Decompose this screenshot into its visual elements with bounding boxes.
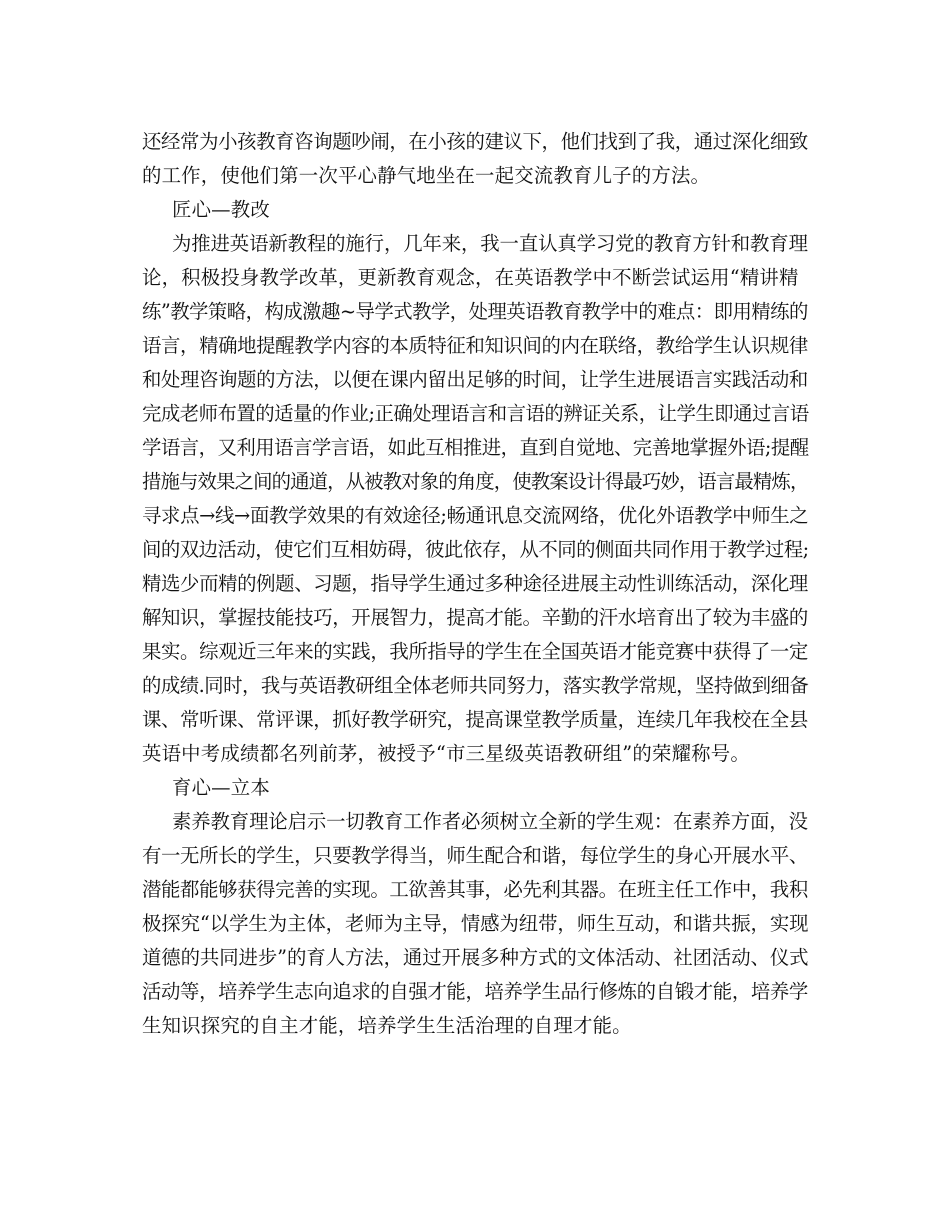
text-line: 精选少而精的例题、习题，指导学生通过多种途径进展主动性训练活动，深化理: [142, 572, 808, 595]
paragraph-start: 素养教育理论启示一切教育工作者必须树立全新的学生观：在素养方面，没: [172, 810, 808, 833]
text-line: 还经常为小孩教育咨询题吵闹，在小孩的建议下，他们找到了我，通过深化细致: [142, 130, 808, 153]
text-line: 完成老师布置的适量的作业;正确处理语言和言语的辨证关系，让学生即通过言语: [142, 402, 809, 425]
section-heading-yuxin: 育心—立本: [172, 776, 270, 799]
text-line: 寻求点→线→面教学效果的有效途径;畅通讯息交流网络，优化外语教学中师生之: [142, 504, 809, 527]
document-body: [142, 125, 810, 1043]
text-line: 学语言，又利用语言学言语，如此互相推进，直到自觉地、完善地掌握外语;提醒: [142, 436, 809, 459]
text-line: 措施与效果之间的通道，从被教对象的角度，使教案设计得最巧妙，语言最精炼，: [142, 470, 809, 493]
text-line: 的成绩.同时，我与英语教研组全体老师共同努力，落实教学常规，坚持做到细备: [142, 674, 809, 697]
text-line: 有一无所长的学生，只要教学得当，师生配合和谐，每位学生的身心开展水平、: [142, 844, 808, 867]
text-line: 解知识，掌握技能技巧，开展智力，提高才能。辛勤的汗水培育出了较为丰盛的: [142, 606, 808, 629]
text-line: 课、常听课、常评课，抓好教学研究，提高课堂教学质量，连续几年我校在全县: [142, 708, 808, 731]
paragraph-start: 为推进英语新教程的施行，几年来，我一直认真学习党的教育方针和教育理: [172, 232, 808, 255]
text-line: 极探究“以学生为主体，老师为主导，情感为纽带，师生互动，和谐共振，实现: [142, 912, 809, 935]
section-heading-jiangxin: 匠心—教改: [172, 198, 270, 221]
text-line: 论，积极投身教学改革，更新教育观念，在英语教学中不断尝试运用“精讲精: [142, 266, 799, 289]
text-line: 和处理咨询题的方法，以便在课内留出足够的时间，让学生进展语言实践活动和: [142, 368, 808, 391]
text-line: 语言，精确地提醒教学内容的本质特征和知识间的内在联络，教给学生认识规律: [142, 334, 808, 357]
text-line: 的工作，使他们第一次平心静气地坐在一起交流教育儿子的方法。: [142, 164, 711, 187]
text-line: 果实。综观近三年来的实践，我所指导的学生在全国英语才能竞赛中获得了一定: [142, 640, 808, 663]
text-line: 道德的共同进步”的育人方法，通过开展多种方式的文体活动、社团活动、仪式: [142, 946, 809, 969]
text-line: 活动等，培养学生志向追求的自强才能，培养学生品行修炼的自锻才能，培养学: [142, 980, 808, 1003]
text-line: 生知识探究的自主才能，培养学生生活治理的自理才能。: [142, 1014, 632, 1037]
text-line: 间的双边活动，使它们互相妨碍，彼此依存，从不同的侧面共同作用于教学过程;: [142, 538, 809, 561]
text-line: 潜能都能够获得完善的实现。工欲善其事，必先利其器。在班主任工作中，我积: [142, 878, 808, 901]
text-line: 练”教学策略，构成激趣~导学式教学，处理英语教育教学中的难点：即用精练的: [142, 300, 808, 323]
text-line: 英语中考成绩都名列前茅，被授予“市三星级英语教研组”的荣耀称号。: [142, 742, 750, 765]
